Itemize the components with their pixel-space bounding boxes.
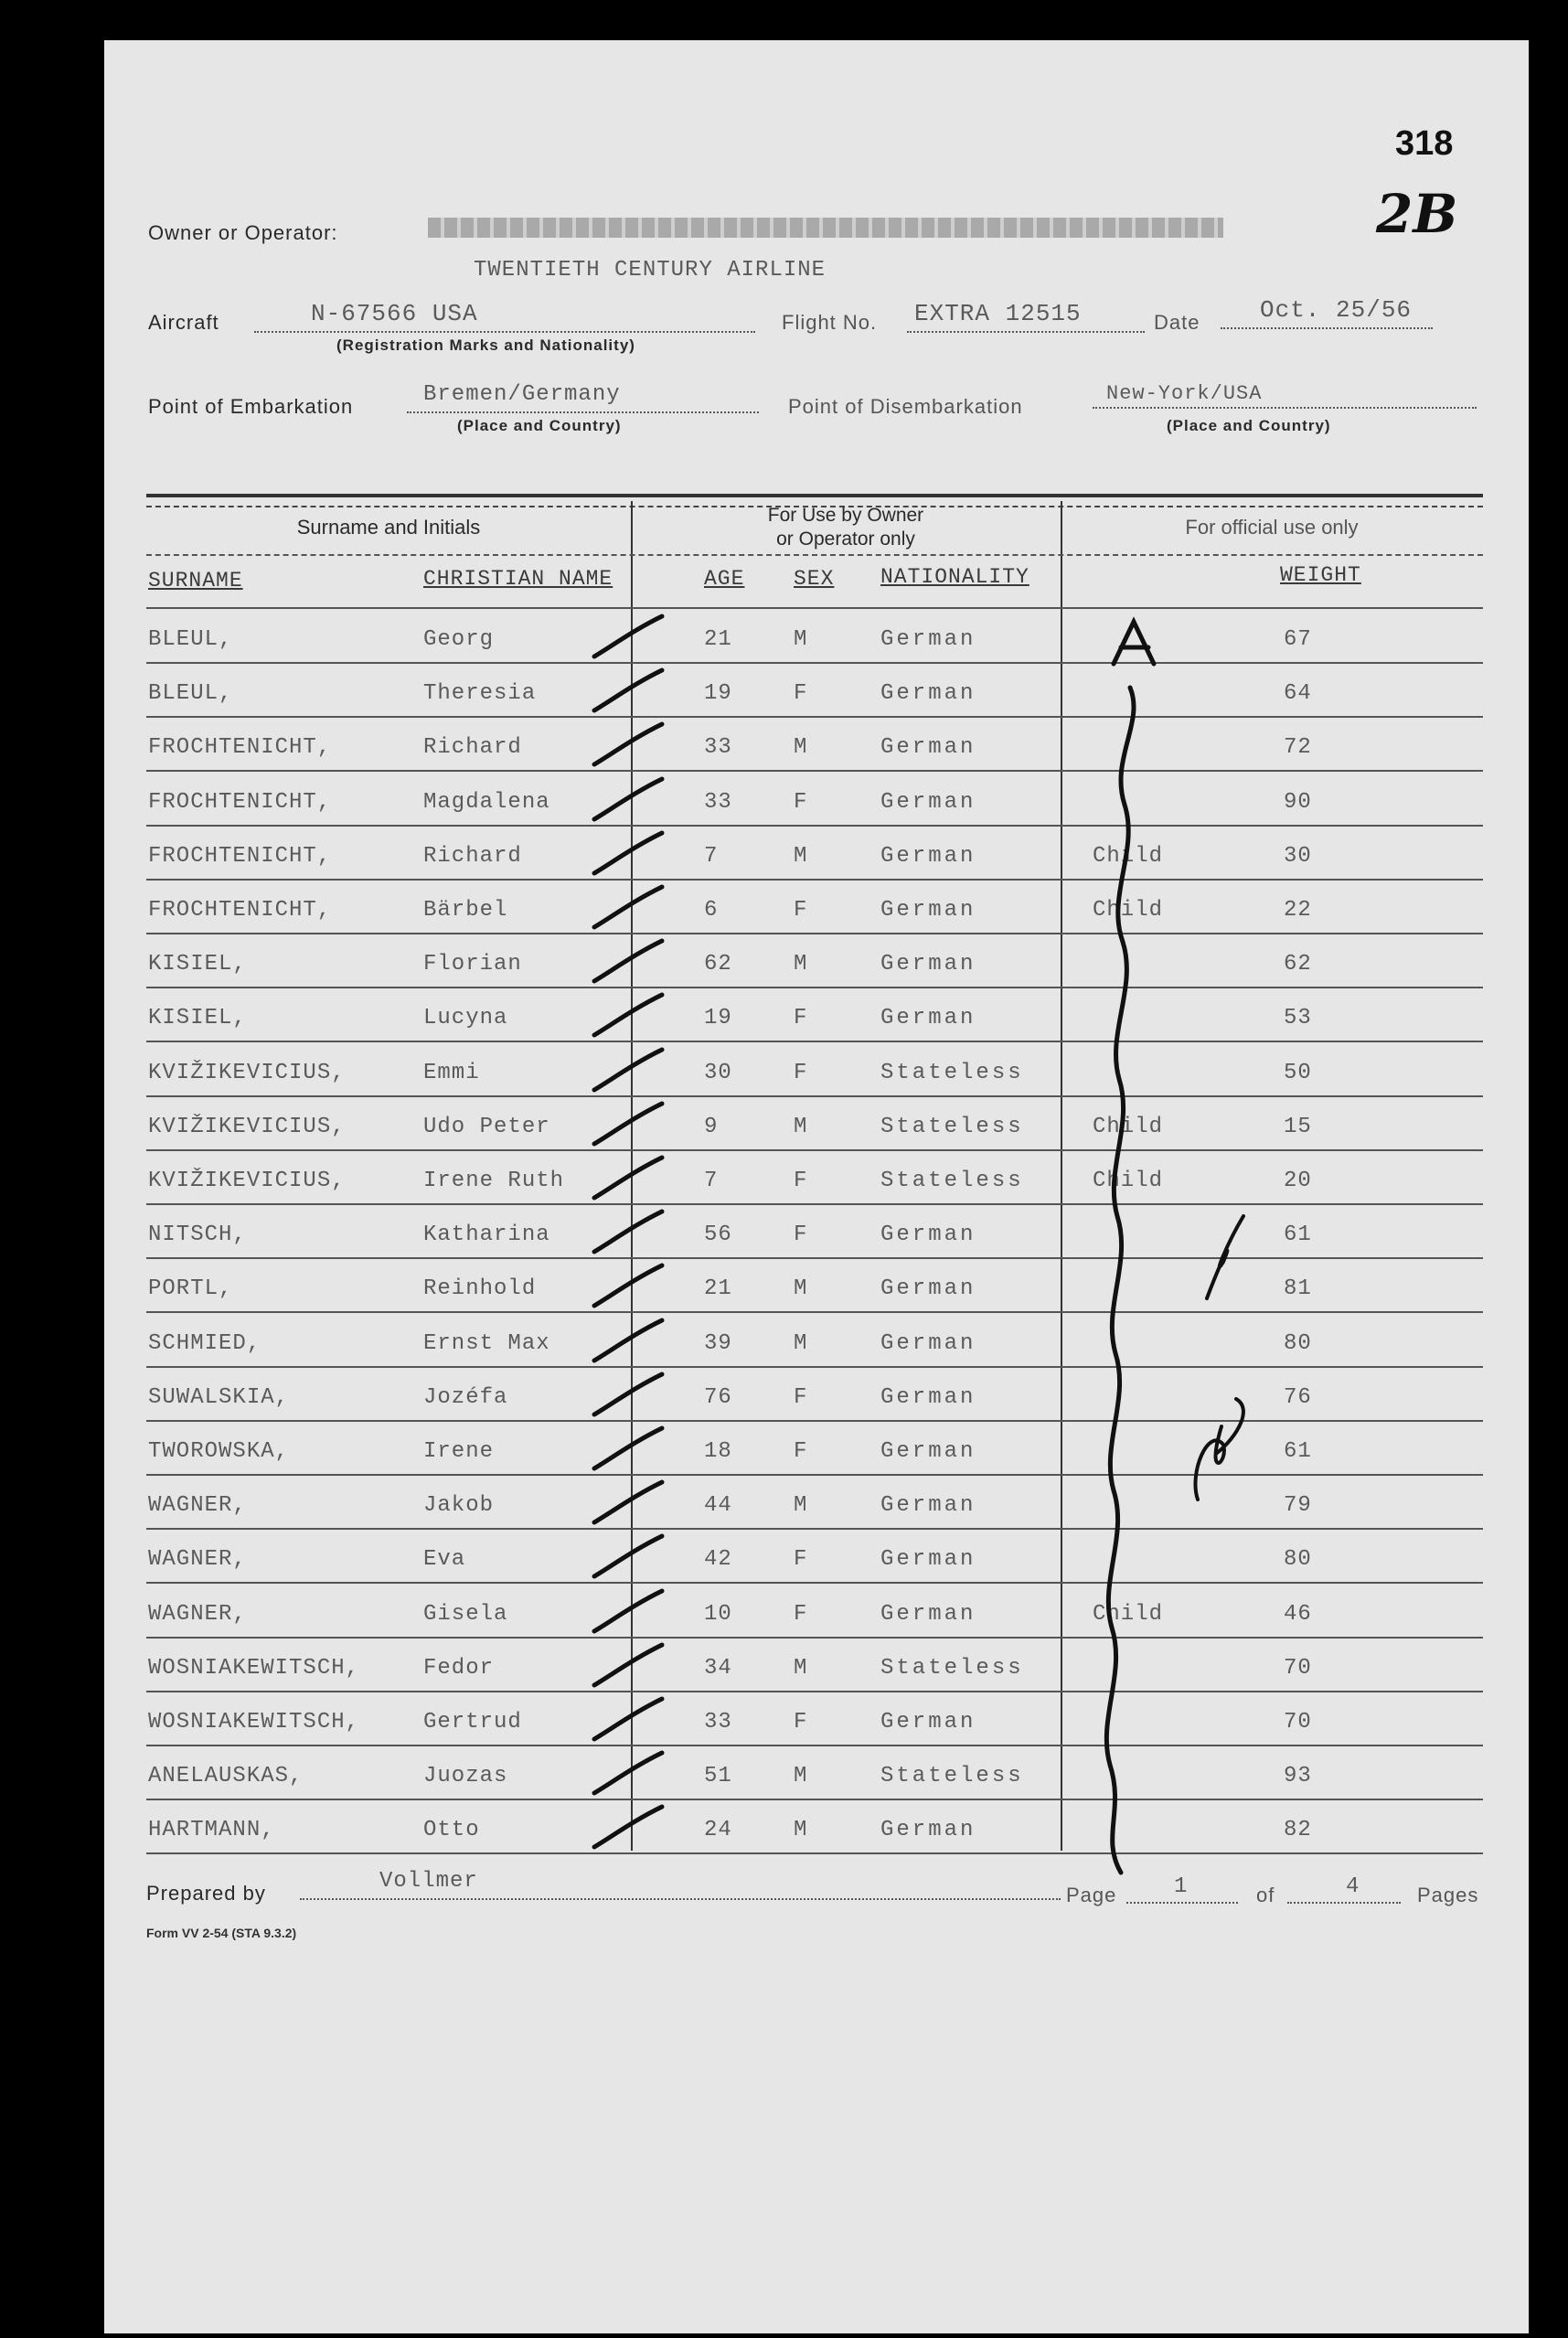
registration-caption: (Registration Marks and Nationality) [336,336,635,354]
cell-nationality: Stateless [880,1061,1024,1085]
cell-nationality: German [880,1439,976,1464]
cell-age: 39 [704,1331,732,1356]
disembarkation-caption: (Place and Country) [1167,417,1331,434]
cell-age: 51 [704,1764,732,1788]
cell-weight: 76 [1284,1385,1312,1410]
embarkation-value: Bremen/Germany [423,382,621,407]
cell-nationality: German [880,1276,976,1301]
cell-weight: 93 [1284,1764,1312,1788]
check-tick [594,1591,662,1631]
cell-surname: WOSNIAKEWITSCH, [148,1710,360,1735]
pages-label: Pages [1417,1884,1479,1906]
cell-weight: 53 [1284,1006,1312,1030]
cell-official-note: Child [1093,1602,1164,1627]
cell-weight: 50 [1284,1061,1312,1085]
cell-weight: 80 [1284,1547,1312,1572]
cell-age: 33 [704,1710,732,1735]
cell-nationality: Stateless [880,1656,1024,1681]
cell-surname: BLEUL, [148,681,233,706]
cell-surname: KVIŽIKEVICIUS, [148,1169,346,1193]
cell-surname: KVIŽIKEVICIUS, [148,1061,346,1085]
cell-christian: Irene Ruth [423,1169,565,1193]
disembarkation-label: Point of Disembarkation [788,395,1023,418]
cell-weight: 46 [1284,1602,1312,1627]
cell-sex: M [794,735,808,760]
cell-nationality: German [880,1385,976,1410]
cell-age: 76 [704,1385,732,1410]
cell-christian: Irene [423,1439,495,1464]
cell-nationality: German [880,627,976,652]
cell-surname: BLEUL, [148,627,233,652]
cell-sex: F [794,898,808,923]
cell-christian: Fedor [423,1656,495,1681]
wavy-bracket-line [1106,688,1134,1873]
group-header-operator-1: For Use by Owner [767,505,924,526]
cell-surname: KISIEL, [148,1006,247,1030]
cell-christian: Theresia [423,681,537,706]
cell-weight: 20 [1284,1169,1312,1193]
cell-weight: 22 [1284,898,1312,923]
group-header-operator-2: or Operator only [776,528,915,550]
date-value: Oct. 25/56 [1260,296,1413,324]
handwritten-scribble-mark [1195,1216,1243,1500]
cell-age: 7 [704,1169,719,1193]
cell-nationality: German [880,844,976,869]
cell-christian: Udo Peter [423,1115,550,1139]
cell-surname: FROCHTENICHT, [148,735,332,760]
cell-sex: M [794,1493,808,1518]
cell-weight: 81 [1284,1276,1312,1301]
aircraft-value: N-67566 USA [311,300,478,327]
check-tick [594,1482,662,1522]
cell-christian: Gisela [423,1602,508,1627]
prepared-value: Vollmer [379,1869,478,1894]
date-label: Date [1154,311,1200,334]
check-tick [594,1428,662,1468]
cell-weight: 64 [1284,681,1312,706]
group-header-official: For official use only [1185,516,1359,539]
cell-weight: 82 [1284,1818,1312,1842]
cell-christian: Georg [423,627,495,652]
cell-christian: Jozéfa [423,1385,508,1410]
handwritten-corner-mark: 2B [1376,183,1458,245]
cell-christian: Magdalena [423,790,550,815]
cell-sex: M [794,1656,808,1681]
cell-weight: 62 [1284,952,1312,977]
of-label: of [1256,1884,1275,1906]
check-tick [594,1265,662,1306]
cell-sex: F [794,790,808,815]
cell-nationality: German [880,898,976,923]
cell-surname: WAGNER, [148,1547,247,1572]
cell-weight: 90 [1284,790,1312,815]
total-pages-value: 4 [1346,1874,1360,1899]
cell-weight: 61 [1284,1222,1312,1247]
cell-surname: HARTMANN, [148,1818,275,1842]
cell-weight: 70 [1284,1656,1312,1681]
cell-christian: Emmi [423,1061,480,1085]
cell-age: 19 [704,1006,732,1030]
col-header-age: AGE [704,567,745,591]
owner-value: TWENTIETH CENTURY AIRLINE [474,258,827,283]
cell-weight: 79 [1284,1493,1312,1518]
cell-christian: Richard [423,844,522,869]
cell-weight: 30 [1284,844,1312,869]
cell-surname: FROCHTENICHT, [148,790,332,815]
check-tick [594,1807,662,1847]
cell-age: 21 [704,627,732,652]
check-tick [594,887,662,927]
check-tick [594,1158,662,1198]
aircraft-label: Aircraft [148,311,219,334]
cell-age: 42 [704,1547,732,1572]
check-tick [594,1320,662,1361]
cell-surname: FROCHTENICHT, [148,898,332,923]
cell-sex: M [794,844,808,869]
cell-sex: M [794,627,808,652]
cell-christian: Richard [423,735,522,760]
cell-age: 6 [704,898,719,923]
cell-surname: FROCHTENICHT, [148,844,332,869]
cell-weight: 67 [1284,627,1312,652]
cell-official-note: Child [1093,1115,1164,1139]
cell-sex: M [794,1331,808,1356]
cell-age: 30 [704,1061,732,1085]
cell-christian: Otto [423,1818,480,1842]
cell-nationality: German [880,1818,976,1842]
cell-surname: PORTL, [148,1276,233,1301]
cell-nationality: Stateless [880,1169,1024,1193]
cell-age: 9 [704,1115,719,1139]
check-tick [594,1699,662,1739]
cell-official-note: Child [1093,1169,1164,1193]
check-tick [594,833,662,873]
col-header-surname: SURNAME [148,569,243,593]
cell-weight: 72 [1284,735,1312,760]
cell-nationality: German [880,1331,976,1356]
cell-nationality: Stateless [880,1115,1024,1139]
cell-surname: TWOROWSKA, [148,1439,290,1464]
cell-age: 10 [704,1602,732,1627]
cell-official-note: Child [1093,844,1164,869]
cell-sex: F [794,1710,808,1735]
prepared-underline [300,1898,1061,1900]
cell-christian: Reinhold [423,1276,537,1301]
owner-label: Owner or Operator: [148,221,338,244]
check-tick [594,616,662,657]
cell-sex: F [794,1547,808,1572]
handwritten-a-mark [1114,622,1154,664]
flight-label: Flight No. [782,311,878,334]
embarkation-label: Point of Embarkation [148,395,354,418]
check-tick [594,995,662,1035]
cell-surname: WAGNER, [148,1602,247,1627]
cell-sex: F [794,1222,808,1247]
check-tick [594,670,662,710]
prepared-label: Prepared by [146,1882,266,1905]
cell-official-note: Child [1093,898,1164,923]
cell-sex: F [794,1169,808,1193]
cell-age: 62 [704,952,732,977]
cell-christian: Lucyna [423,1006,508,1030]
cell-weight: 80 [1284,1331,1312,1356]
page-underline [1126,1902,1238,1904]
flight-value: EXTRA 12515 [914,300,1082,327]
cell-sex: F [794,681,808,706]
cell-nationality: German [880,1547,976,1572]
embarkation-caption: (Place and Country) [457,417,622,434]
check-tick [594,724,662,764]
cell-weight: 15 [1284,1115,1312,1139]
check-tick [594,1753,662,1793]
cell-surname: ANELAUSKAS, [148,1764,304,1788]
cell-age: 24 [704,1818,732,1842]
cell-nationality: German [880,1222,976,1247]
cell-sex: M [794,1818,808,1842]
check-tick [594,1536,662,1576]
group-header-surname: Surname and Initials [296,516,481,539]
cell-age: 33 [704,735,732,760]
page-label: Page [1066,1884,1117,1906]
col-header-nationality: NATIONALITY [880,565,1029,589]
cell-age: 56 [704,1222,732,1247]
cell-nationality: German [880,1710,976,1735]
total-underline [1287,1902,1401,1904]
cell-age: 33 [704,790,732,815]
cell-sex: M [794,1764,808,1788]
cell-christian: Ernst Max [423,1331,550,1356]
cell-nationality: German [880,1493,976,1518]
cell-age: 21 [704,1276,732,1301]
cell-sex: M [794,952,808,977]
cell-nationality: German [880,1602,976,1627]
cell-weight: 61 [1284,1439,1312,1464]
cell-sex: F [794,1602,808,1627]
cell-age: 44 [704,1493,732,1518]
check-tick [594,1645,662,1685]
col-header-sex: SEX [794,567,835,591]
col-header-christian: CHRISTIAN NAME [423,567,613,591]
tick-marks [594,616,662,1847]
cell-christian: Jakob [423,1493,495,1518]
cell-age: 34 [704,1656,732,1681]
cell-surname: KISIEL, [148,952,247,977]
cell-christian: Gertrud [423,1710,522,1735]
cell-nationality: German [880,952,976,977]
check-tick [594,1050,662,1090]
check-tick [594,941,662,981]
cell-age: 7 [704,844,719,869]
cell-surname: SUWALSKIA, [148,1385,290,1410]
cell-surname: KVIŽIKEVICIUS, [148,1115,346,1139]
col-header-weight: WEIGHT [1280,563,1361,587]
cell-sex: M [794,1276,808,1301]
cell-nationality: Stateless [880,1764,1024,1788]
cell-nationality: German [880,735,976,760]
cell-nationality: German [880,790,976,815]
check-tick [594,1212,662,1252]
cell-surname: WOSNIAKEWITSCH, [148,1656,360,1681]
cell-christian: Eva [423,1547,466,1572]
form-code: Form VV 2-54 (STA 9.3.2) [146,1926,297,1940]
cell-age: 18 [704,1439,732,1464]
cell-nationality: German [880,1006,976,1030]
disembarkation-value: New-York/USA [1106,382,1263,405]
check-tick [594,1374,662,1415]
cell-weight: 70 [1284,1710,1312,1735]
cell-sex: F [794,1439,808,1464]
check-tick [594,1104,662,1144]
cell-christian: Katharina [423,1222,550,1247]
cell-christian: Florian [423,952,522,977]
cell-nationality: German [880,681,976,706]
page-number: 318 [1395,124,1454,163]
cell-surname: SCHMIED, [148,1331,261,1356]
cell-christian: Bärbel [423,898,508,923]
cell-sex: F [794,1061,808,1085]
cell-sex: F [794,1385,808,1410]
cell-sex: F [794,1006,808,1030]
cell-sex: M [794,1115,808,1139]
cell-christian: Juozas [423,1764,508,1788]
check-tick [594,779,662,819]
cell-surname: NITSCH, [148,1222,247,1247]
cell-age: 19 [704,681,732,706]
page-value: 1 [1174,1874,1189,1899]
cell-surname: WAGNER, [148,1493,247,1518]
